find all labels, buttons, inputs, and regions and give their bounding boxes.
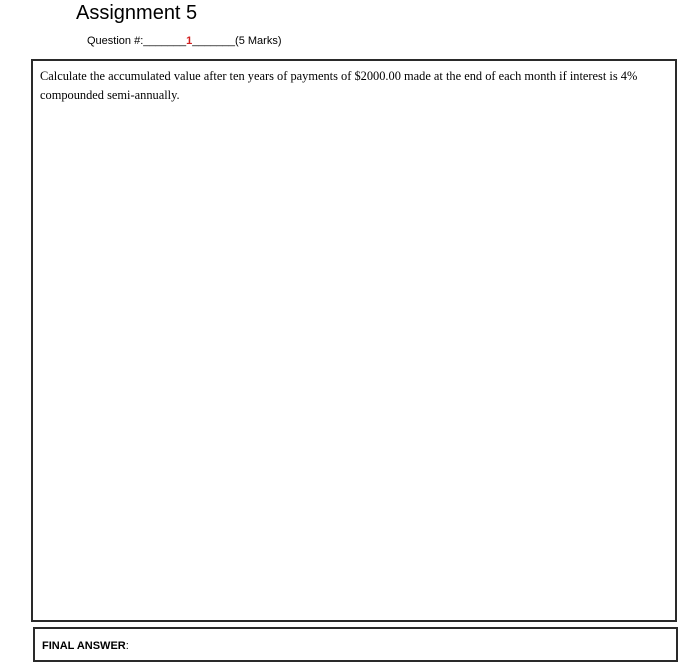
final-answer-colon: :	[125, 640, 129, 652]
final-answer-box[interactable]	[33, 627, 678, 662]
question-marks: _______(5 Marks)	[192, 35, 282, 47]
final-answer-label	[42, 640, 129, 652]
assignment-title: Assignment 5	[76, 2, 198, 24]
question-work-area[interactable]	[31, 59, 677, 622]
question-number-prefix: Question #:_______	[87, 35, 187, 47]
question-number: 1	[186, 35, 193, 47]
question-text: Calculate the accumulated value after ten years of payments of $2000.00 made at the end of each month if interest is 4% compounded semi-annually.	[40, 69, 638, 102]
final-answer-label-text: FINAL ANSWER	[42, 640, 126, 652]
question-number-line	[87, 34, 282, 48]
